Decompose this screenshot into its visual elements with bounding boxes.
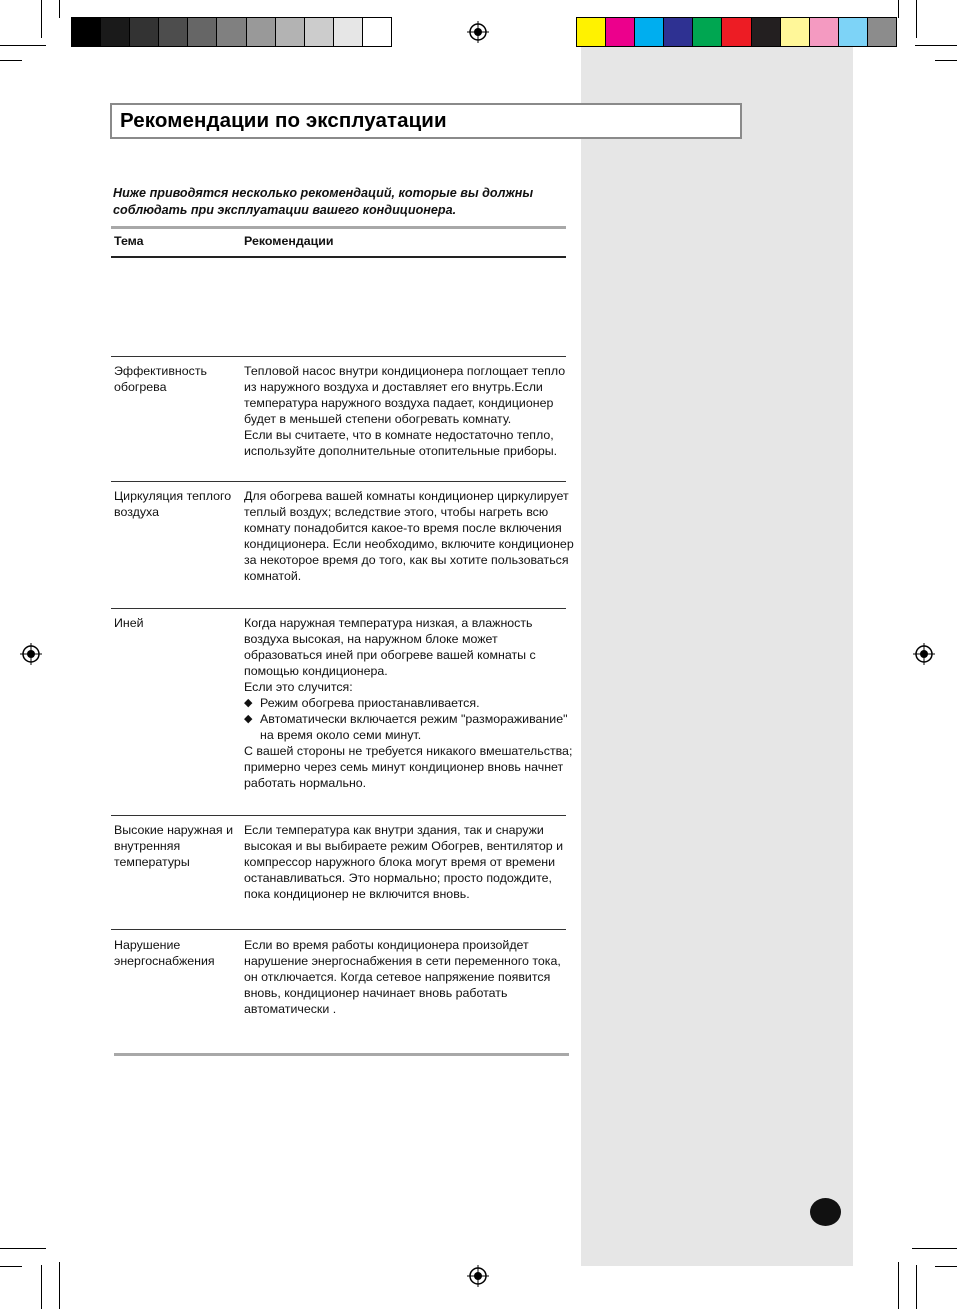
gray-swatch	[188, 18, 217, 46]
gray-swatch	[217, 18, 246, 46]
recommendation-text: Для обогрева вашей комнаты кондиционер циркулирует теплый воздух; вследствие этого, чтобы нагреть всю комнату понадобится какое-то время после включения кондиционера. Если необходимо, включите кондиционер за некоторое время до того, как вы хотите пользоваться комнатой.	[244, 489, 574, 583]
color-swatch	[635, 18, 664, 46]
table-header-rule	[111, 256, 566, 258]
row-divider	[111, 929, 566, 930]
color-swatch	[781, 18, 810, 46]
row-topic: Нарушение энергоснабжения	[114, 938, 215, 968]
gray-swatch	[363, 18, 391, 46]
side-panel	[581, 47, 853, 1266]
recommendation-text: Если это случится:	[244, 680, 353, 694]
recommendation-text: Если температура как внутри здания, так и снаружи высокая и вы выбираете режим Обогрев, вентилятор и компрессор наружного блока могут время от времени останавливаться. Это нормально; просто подождите, пока кондиционер не включится вновь.	[244, 823, 563, 901]
intro-text: Ниже приводятся несколько рекомендаций, которые вы должны соблюдать при эксплуатации вашего кондиционера.	[113, 186, 534, 217]
gray-swatch	[247, 18, 276, 46]
gray-swatch	[130, 18, 159, 46]
color-swatch	[810, 18, 839, 46]
bullet-item: ◆ Автоматически включается режим "размораживание" на время около семи минут.	[244, 712, 568, 742]
row-recommendation	[244, 822, 574, 902]
color-swatch	[606, 18, 635, 46]
column-header-topic: Тема	[114, 234, 144, 248]
diamond-bullet-icon: ◆	[244, 713, 253, 725]
row-divider	[111, 608, 566, 609]
gray-swatch	[159, 18, 188, 46]
color-calibration-strip	[576, 17, 897, 47]
row-divider	[111, 815, 566, 816]
color-swatch	[868, 18, 896, 46]
column-header-recommendation: Рекомендации	[244, 234, 334, 248]
gray-calibration-strip	[71, 17, 392, 47]
row-divider	[111, 356, 566, 357]
color-swatch	[577, 18, 606, 46]
row-recommendation	[244, 615, 574, 791]
gray-swatch	[276, 18, 305, 46]
recommendation-text: С вашей стороны не требуется никакого вмешательства; примерно через семь минут кондиционер вновь начнет работать нормально.	[244, 744, 573, 790]
row-recommendation	[244, 363, 574, 459]
gray-swatch	[305, 18, 334, 46]
section-title-box	[110, 103, 742, 139]
diamond-bullet-icon: ◆	[244, 697, 253, 709]
color-swatch	[693, 18, 722, 46]
registration-mark-icon	[467, 21, 489, 43]
row-topic: Иней	[114, 616, 144, 630]
gray-swatch	[334, 18, 363, 46]
registration-mark-icon	[913, 643, 935, 665]
recommendation-text: Если во время работы кондиционера произойдет нарушение энергоснабжения в сети переменного тока, он отключается. Когда сетевое напряжение появится вновь, кондиционер начинает вновь работать автоматически .	[244, 938, 561, 1016]
table-top-rule	[111, 226, 566, 229]
recommendation-text: Когда наружная температура низкая, а влажность воздуха высокая, на наружном блоке может образоваться иней при обогреве вашей комнаты с помощью кондиционера.	[244, 616, 536, 678]
row-topic: Высокие наружная и внутренняя температуры	[114, 823, 233, 869]
row-topic: Эффективность обогрева	[114, 364, 207, 394]
registration-mark-icon	[467, 1265, 489, 1287]
row-recommendation	[244, 937, 574, 1017]
registration-mark-icon	[20, 643, 42, 665]
bullet-item: ◆ Режим обогрева приостанавливается.	[244, 696, 480, 710]
gray-swatch	[72, 18, 101, 46]
color-swatch	[664, 18, 693, 46]
gray-swatch	[101, 18, 130, 46]
recommendation-text: Если вы считаете, что в комнате недостаточно тепло, используйте дополнительные отопительные приборы.	[244, 428, 558, 458]
recommendation-text: Тепловой насос внутри кондиционера поглощает тепло из наружного воздуха и доставляет его внутрь.Если температура наружного воздуха падает, кондиционер будет в меньшей степени обогревать комнату.	[244, 364, 566, 426]
color-swatch	[839, 18, 868, 46]
page-marker-dot	[810, 1198, 841, 1226]
table-bottom-rule	[114, 1053, 569, 1056]
page-title: Рекомендации по эксплуатации	[120, 109, 447, 132]
row-recommendation	[244, 488, 574, 584]
color-swatch	[752, 18, 781, 46]
color-swatch	[722, 18, 751, 46]
row-topic: Циркуляция теплого воздуха	[114, 489, 232, 519]
row-divider	[111, 481, 566, 482]
